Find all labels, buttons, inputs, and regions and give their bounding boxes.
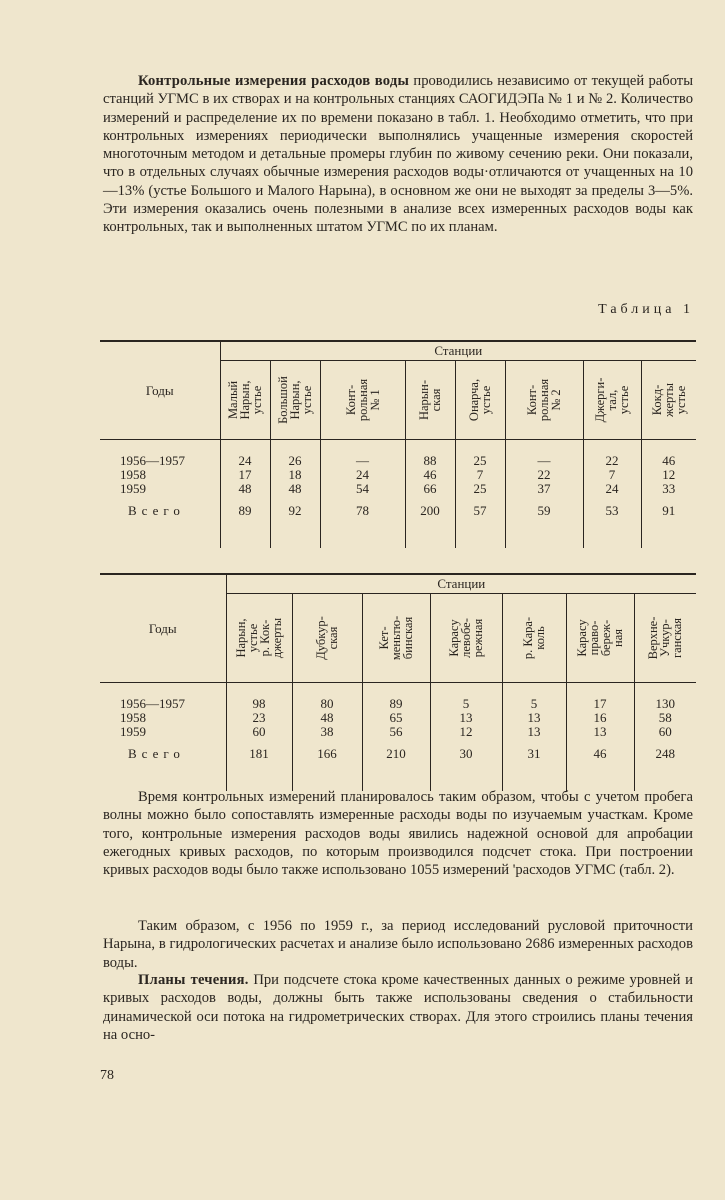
station-name: Конт- рольная № 1	[343, 378, 382, 422]
value-cell: 60	[634, 725, 696, 739]
station-column-header	[270, 361, 320, 440]
station-name: Онарча, устье	[467, 378, 493, 422]
value-cell: 22	[583, 454, 641, 468]
station-name: Дубкур- ская	[314, 616, 340, 660]
value-cell: 130	[634, 697, 696, 711]
total-value-cell: 59	[505, 496, 583, 526]
value-cell: 18	[270, 468, 320, 482]
total-value-cell: 53	[583, 496, 641, 526]
value-cell: 24	[320, 468, 405, 482]
station-column-header	[583, 361, 641, 440]
station-column-header	[634, 594, 696, 683]
value-cell: 7	[583, 468, 641, 482]
total-value-cell: 30	[430, 739, 502, 769]
value-cell: 37	[505, 482, 583, 496]
spacer-row	[100, 683, 696, 698]
paragraph-lead: Планы течения.	[138, 972, 249, 988]
value-cell: 26	[270, 454, 320, 468]
value-cell: 48	[220, 482, 270, 496]
station-column-header	[430, 594, 502, 683]
value-cell: 12	[430, 725, 502, 739]
value-cell: 38	[292, 725, 362, 739]
table-row	[100, 711, 696, 725]
stations-header: Станции	[226, 574, 696, 594]
table-row	[100, 725, 696, 739]
value-cell: 17	[566, 697, 634, 711]
station-name: Верхне- Учкур- ганская	[646, 616, 685, 660]
page-number: 78	[100, 1068, 114, 1083]
station-column-header	[220, 361, 270, 440]
spacer-row	[100, 440, 696, 455]
station-name: Карасу левобе- режная	[447, 618, 485, 658]
value-cell: 22	[505, 468, 583, 482]
total-value-cell: 89	[220, 496, 270, 526]
station-column-header	[502, 594, 566, 683]
table-row	[100, 697, 696, 711]
value-cell: 24	[220, 454, 270, 468]
table-row	[100, 454, 696, 468]
value-cell: 25	[455, 454, 505, 468]
station-name: Конт- рольная № 2	[525, 378, 563, 422]
station-column-header	[641, 361, 696, 440]
value-cell: 48	[270, 482, 320, 496]
value-cell: 13	[566, 725, 634, 739]
station-name: Большой Нарын, устье	[276, 376, 314, 424]
station-column-header	[505, 361, 583, 440]
total-label: Всего	[128, 746, 185, 761]
total-row	[100, 739, 696, 769]
value-cell: 65	[362, 711, 430, 725]
value-cell: 33	[641, 482, 696, 496]
station-name: р. Кара- коль	[521, 616, 547, 660]
years-header: Годы	[100, 341, 220, 440]
value-cell: 89	[362, 697, 430, 711]
paragraph-lead: Контрольные измерения расходов воды	[138, 73, 410, 89]
station-column-header	[566, 594, 634, 683]
total-value-cell: 200	[405, 496, 455, 526]
paragraph-flow-plans	[103, 971, 693, 1044]
total-value-cell: 248	[634, 739, 696, 769]
station-name: Нарын- ская	[417, 379, 443, 421]
year-cell: 1959	[120, 724, 146, 739]
value-cell: 25	[455, 482, 505, 496]
year-cell: 1958	[120, 710, 146, 725]
station-name: Карасу право- береж- ная	[575, 619, 625, 657]
paragraph-summary: Таким образом, с 1956 по 1959 г., за период исследований русловой приточности Нарына, в гидрологических расчетах и анализе было использовано 2686 измеренных расходов воды.	[103, 918, 693, 971]
total-label: Всего	[128, 503, 185, 518]
table-2	[100, 573, 696, 791]
value-cell: 5	[502, 697, 566, 711]
value-cell: 7	[455, 468, 505, 482]
station-column-header	[320, 361, 405, 440]
total-row	[100, 496, 696, 526]
spacer-row	[100, 526, 696, 548]
years-header: Годы	[100, 574, 226, 683]
value-cell: 88	[405, 454, 455, 468]
total-value-cell: 92	[270, 496, 320, 526]
paragraph-text: проводились независимо от текущей работы станций УГМС в их створах и на контрольных станциях САОГИДЭПа № 1 и № 2. Количество измерений и распределение их по времени показано в табл. 1. Необходимо отметить, что при контрольных измерениях периодически выполнялись учащенные измерения скоростей многоточным методом и детальные промеры глубин по живому сечению реки. Они показали, что в отдельных случаях обычные измерения расходов воды·отличаются от учащенных на 10—13% (устье Большого и Малого Нарына), в основном же они не выходят за пределы 3—5%. Эти измерения оказались очень полезными в анализе всех измеренных расходов воды как контрольных, так и выполненных штатом УГМС по их планам.	[103, 73, 693, 236]
value-cell: 5	[430, 697, 502, 711]
table-row	[100, 468, 696, 482]
station-column-header	[292, 594, 362, 683]
station-name: Малый Нарын, устье	[226, 380, 264, 420]
table-caption: Таблица 1	[598, 302, 694, 317]
station-name: Нарын, устье р. Кок- джерты	[234, 617, 284, 659]
value-cell: 12	[641, 468, 696, 482]
station-column-header	[362, 594, 430, 683]
station-name: Джерги- тал, устье	[593, 377, 631, 423]
value-cell: 46	[641, 454, 696, 468]
station-column-header	[455, 361, 505, 440]
value-cell: 80	[292, 697, 362, 711]
value-cell: 16	[566, 711, 634, 725]
total-value-cell: 57	[455, 496, 505, 526]
value-cell: 13	[502, 711, 566, 725]
paragraph-text: При подсчете стока кроме качественных данных о режиме уровней и кривых расходов воды, должны быть также использованы сведения о стабильности динамической оси потока на гидрометрических створах. Для этого строились планы течения на осно-	[103, 972, 693, 1043]
value-cell: —	[320, 454, 405, 468]
value-cell: 46	[405, 468, 455, 482]
station-column-header	[226, 594, 292, 683]
table-1	[100, 340, 696, 548]
value-cell: 17	[220, 468, 270, 482]
total-value-cell: 210	[362, 739, 430, 769]
table-row	[100, 482, 696, 496]
total-value-cell: 31	[502, 739, 566, 769]
value-cell: 23	[226, 711, 292, 725]
value-cell: —	[505, 454, 583, 468]
stations-header: Станции	[220, 341, 696, 361]
total-value-cell: 91	[641, 496, 696, 526]
total-value-cell: 78	[320, 496, 405, 526]
total-value-cell: 166	[292, 739, 362, 769]
station-name: Кет- меньтю- бинская	[377, 615, 415, 661]
value-cell: 48	[292, 711, 362, 725]
value-cell: 60	[226, 725, 292, 739]
value-cell: 13	[502, 725, 566, 739]
total-value-cell: 46	[566, 739, 634, 769]
value-cell: 24	[583, 482, 641, 496]
station-name: Кокд- жерты устье	[649, 383, 688, 417]
total-value-cell: 181	[226, 739, 292, 769]
year-cell: 1959	[120, 481, 146, 496]
value-cell: 54	[320, 482, 405, 496]
value-cell: 98	[226, 697, 292, 711]
year-cell: 1958	[120, 467, 146, 482]
year-cell: 1956—1957	[120, 453, 185, 468]
year-cell: 1956—1957	[120, 696, 185, 711]
station-column-header	[405, 361, 455, 440]
paragraph-control-measurements	[103, 72, 693, 237]
value-cell: 56	[362, 725, 430, 739]
value-cell: 66	[405, 482, 455, 496]
paragraph-timing: Время контрольных измерений планировалось таким образом, чтобы с учетом пробега волны можно было сопоставлять измеренные расходы воды по изучаемым участкам. Кроме того, контрольные измерения расходов воды явились надежной основой для апробации ежегодных кривых расходов, по которым производился подсчет стока. При построении кривых расходов воды было также использовано 1055 измерений 'расходов УГМС (табл. 2).	[103, 789, 693, 879]
value-cell: 58	[634, 711, 696, 725]
value-cell: 13	[430, 711, 502, 725]
